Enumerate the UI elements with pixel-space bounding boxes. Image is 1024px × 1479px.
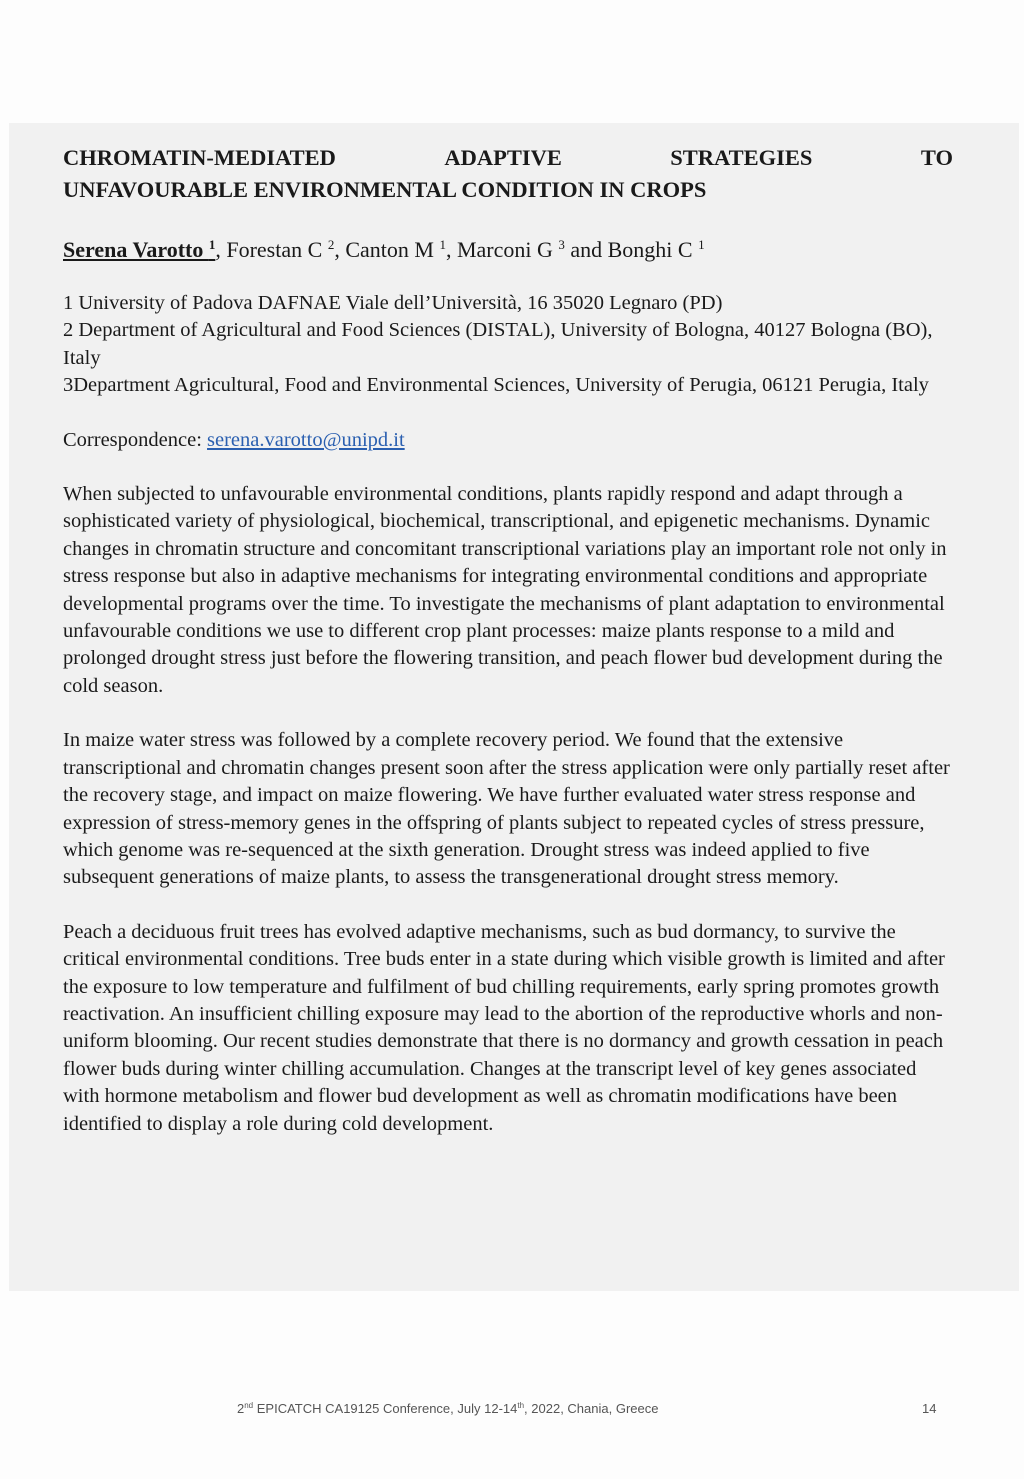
title-word: STRATEGIES <box>670 145 813 170</box>
abstract-content <box>63 142 953 1138</box>
title-word: CHROMATIN-MEDIATED <box>63 145 336 170</box>
correspondence <box>63 427 953 454</box>
correspondence-label: Correspondence: <box>63 428 208 451</box>
title-word: ADAPTIVE <box>444 145 562 170</box>
affiliation-item: 1 University of Padova DAFNAE Viale dell’Università, 16 35020 Legnaro (PD) <box>63 292 723 314</box>
presenting-author: Serena Varotto $^1$ <box>63 237 216 262</box>
abstract-title <box>63 142 953 206</box>
author: and Bonghi C <box>564 237 699 262</box>
author: , Forestan C <box>215 237 328 262</box>
body-paragraph: Peach a deciduous fruit trees has evolved adaptive mechanisms, such as bud dormancy, to survive the critical environmental conditions. Tree buds enter in a state during which visible growth is limited and after the exposure to low temperature and fulfilment of bud chilling requirements, early spring promotes growth reactivation. An insufficient chilling exposure may lead to the abortion of the reproductive whorls and non-uniform blooming. Our recent studies demonstrate that there is no dormancy and growth cessation in peach flower buds during winter chilling accumulation. Changes at the transcript level of key genes associated with hormone metabolism and flower bud development as well as chromatin modifications have been identified to display a role during cold development. <box>63 920 945 1135</box>
page-number: 14 <box>922 1401 937 1416</box>
title-word: TO <box>920 145 953 170</box>
author: , Canton M <box>334 237 440 262</box>
title-line-1 <box>63 142 953 174</box>
author: , Marconi G <box>445 237 559 262</box>
conference-info: 2nd EPICATCH CA19125 Conference, July 12-14th, 2022, Chania, Greece <box>237 1401 659 1416</box>
body-paragraph: When subjected to unfavourable environmental conditions, plants rapidly respond and adapt through a sophisticated variety of physiological, biochemical, transcriptional, and epigenetic mechanisms. Dynamic changes in chromatin structure and concomitant transcriptional variations play an important role not only in stress response but also in adaptive mechanisms for integrating environmental conditions and appropriate developmental programs over the time. To investigate the mechanisms of plant adaptation to environmental unfavourable conditions we use to different crop plant processes: maize plants response to a mild and prolonged drought stress just before the flowering transition, and peach flower bud development during the cold season. <box>63 483 947 697</box>
email-link[interactable]: serena.varotto@unipd.it <box>207 428 405 451</box>
author-list: Serena Varotto $^1$, Forestan C $^2$, Canton M $^1$, Marconi G $^3$ and Bonghi C $^1$ <box>63 237 705 262</box>
affiliation-item: 3Department Agricultural, Food and Environmental Sciences, University of Perugia, 06121 Perugia, Italy <box>63 374 929 397</box>
body-paragraph: In maize water stress was followed by a complete recovery period. We found that the extensive transcriptional and chromatin changes present soon after the stress application were only partially reset after the recovery stage, and impact on maize flowering. We have further evaluated water stress response and expression of stress-memory genes in the offspring of plants subject to repeated cycles of stress pressure, which genome was re-sequenced at the sixth generation. Drought stress was indeed applied to five subsequent generations of maize plants, to assess the transgenerational drought stress memory. <box>63 729 950 889</box>
affiliation-item: 2 Department of Agricultural and Food Sciences (DISTAL), University of Bologna, 40127 Bologna (BO), Italy <box>63 319 933 369</box>
affiliations <box>63 290 953 400</box>
title-line-2: UNFAVOURABLE ENVIRONMENTAL CONDITION IN CROPS <box>63 177 707 202</box>
